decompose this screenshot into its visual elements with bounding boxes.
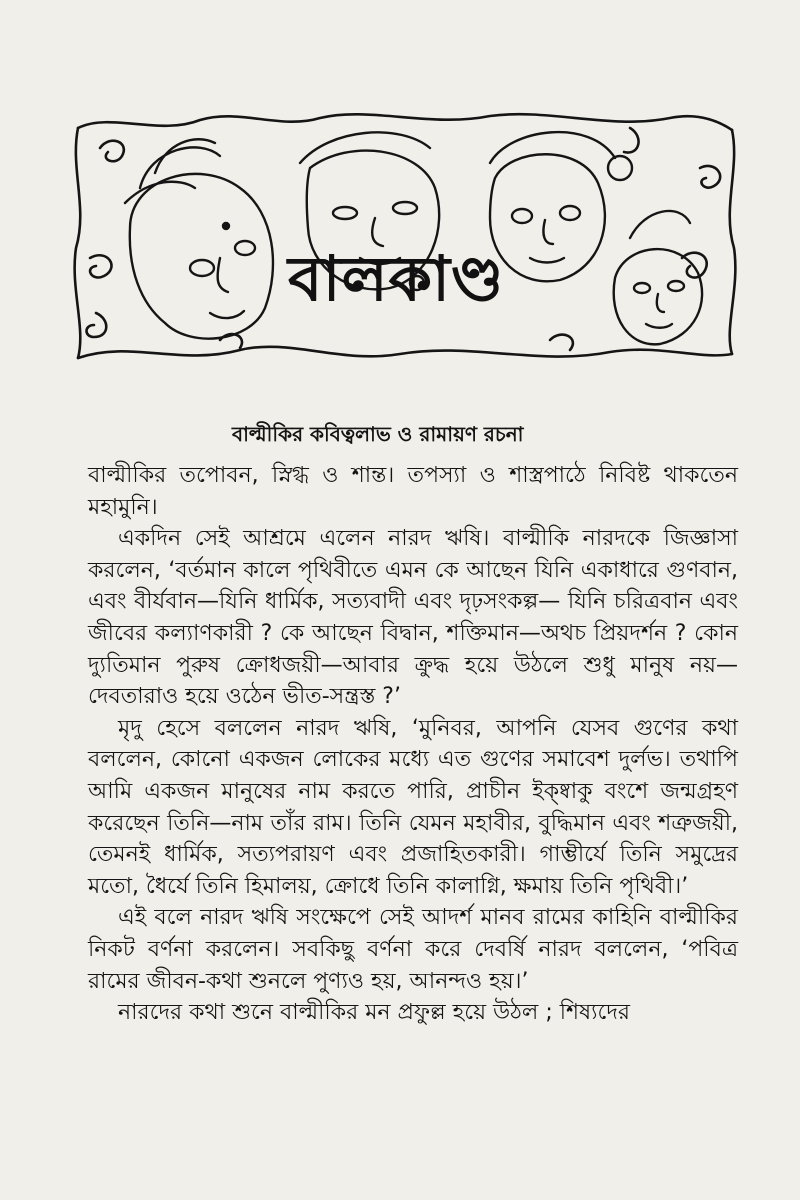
paragraph-1: বাল্মীকির তপোবন, স্নিগ্ধ ও শান্ত। তপস্যা ও শাস্ত্রপাঠে নিবিষ্ট থাকতেন মহামুনি।: [88, 463, 738, 520]
paragraph-3: মৃদু হেসে বললেন নারদ ঋষি, ‘মুনিবর, আপনি যেসব গুণের কথা বললেন, কোনো একজন লোকের মধ্যে এত গুণের সমাবেশ দুর্লভ। তথাপি আমি একজন মানুষের নাম করতে পারি, প্রাচীন ইক্ষ্বাকু বংশে জন্মগ্রহণ করেছেন তিনি—নাম তাঁর রাম। তিনি যেমন মহাবীর, বুদ্ধিমান এবং শত্রুজয়ী, তেমনই ধার্মিক, সত্যপরায়ণ এবং প্রজাহিতকারী। গাম্ভীর্যে তিনি সমুদ্রের মতো, ধৈর্যে তিনি হিমালয়, ক্রোধে তিনি কালাগ্নি, ক্ষমায় তিনি পৃথিবী।’: [88, 715, 738, 899]
face-illustration-1: [125, 139, 273, 338]
body-text: [88, 460, 738, 1029]
paragraph-5: নারদের কথা শুনে বাল্মীকির মন প্রফুল্ল হয়ে উঠল ; শিষ্যদের: [118, 1000, 631, 1026]
face-illustration-4: [614, 211, 702, 344]
paragraph-2: একদিন সেই আশ্রমে এলেন নারদ ঋষি। বাল্মীকি নারদকে জিজ্ঞাসা করলেন, ‘বর্তমান কালে পৃথিবীতে এমন কে আছেন যিনি একাধারে গুণবান, এবং বীর্যবান—যিনি ধার্মিক, সত্যবাদী এবং দৃঢ়সংকল্প— যিনি চরিত্রবান এবং জীবের কল্যাণকারী ? কে আছেন বিদ্বান, শক্তিমান—অথচ প্রিয়দর্শন ? কোন দ্যুতিমান পুরুষ ক্রোধজয়ী—আবার ক্রুদ্ধ হয়ে উঠলে শুধু মানুষ নয়—দেবতারাও হয়ে ওঠেন ভীত-সন্ত্রস্ত ?’: [88, 526, 738, 710]
paragraph-4: এই বলে নারদ ঋষি সংক্ষেপে সেই আদর্শ মানব রামের কাহিনি বাল্মীকির নিকট বর্ণনা করলেন। সবকিছু বর্ণনা করে দেবর্ষি নারদ বললেন, ‘পবিত্র রামের জীবন-কথা শুনলে পুণ্যও হয়, আনন্দও হয়।’: [88, 905, 738, 994]
chapter-title: বালকাণ্ড: [288, 242, 505, 315]
chapter-banner-illustration: [70, 108, 740, 370]
section-heading: বাল্মীকির কবিত্বলাভ ও রামায়ণ রচনা: [232, 422, 524, 446]
